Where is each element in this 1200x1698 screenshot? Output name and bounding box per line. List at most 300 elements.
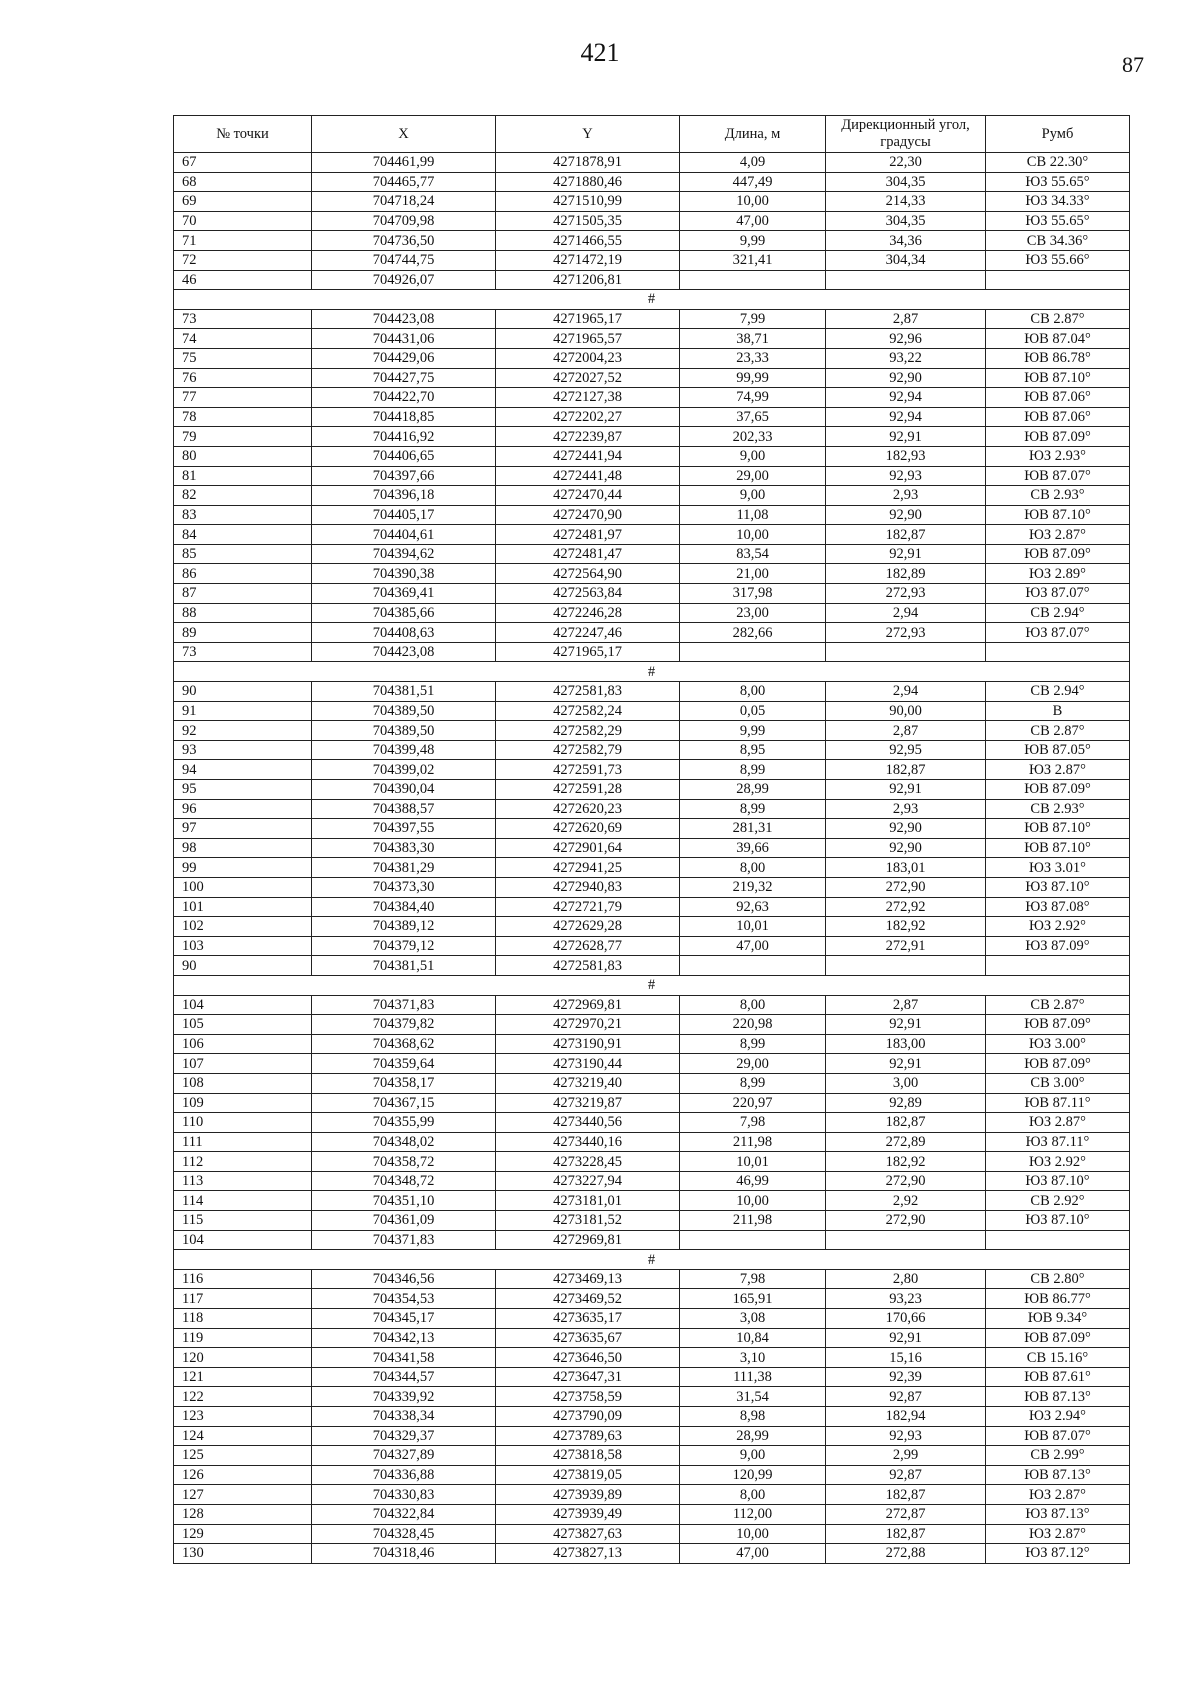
cell-length: 47,00: [680, 1544, 826, 1564]
cell-point-number: 122: [174, 1387, 312, 1407]
cell-length: 29,00: [680, 466, 826, 486]
table-row: [174, 1211, 1130, 1231]
cell-direction-angle: 15,16: [826, 1348, 986, 1368]
cell-x: 704394,62: [312, 544, 496, 564]
table-row: [174, 1230, 1130, 1250]
header-length: Длина, м: [680, 116, 826, 153]
cell-rhumb: ЮВ 87.10°: [986, 838, 1130, 858]
cell-direction-angle: 92,91: [826, 780, 986, 800]
cell-point-number: 104: [174, 1230, 312, 1250]
cell-rhumb: ЮВ 87.09°: [986, 544, 1130, 564]
cell-x: 704399,02: [312, 760, 496, 780]
cell-rhumb: ЮЗ 34.33°: [986, 192, 1130, 212]
cell-y: 4272591,28: [496, 780, 680, 800]
table-row: [174, 1152, 1130, 1172]
cell-direction-angle: 92,90: [826, 368, 986, 388]
cell-y: 4273819,05: [496, 1465, 680, 1485]
cell-direction-angle: 182,87: [826, 525, 986, 545]
cell-y: 4273818,58: [496, 1446, 680, 1466]
table-row: [174, 1093, 1130, 1113]
cell-point-number: 106: [174, 1034, 312, 1054]
cell-direction-angle: 2,87: [826, 721, 986, 741]
cell-x: 704371,83: [312, 1230, 496, 1250]
cell-y: 4273939,49: [496, 1504, 680, 1524]
cell-point-number: 105: [174, 1015, 312, 1035]
cell-y: 4272563,84: [496, 584, 680, 604]
cell-length: 8,99: [680, 1073, 826, 1093]
cell-direction-angle: 92,93: [826, 466, 986, 486]
cell-direction-angle: 92,90: [826, 505, 986, 525]
cell-y: 4272969,81: [496, 1230, 680, 1250]
table-row: [174, 1289, 1130, 1309]
cell-x: 704368,62: [312, 1034, 496, 1054]
cell-rhumb: СВ 34.36°: [986, 231, 1130, 251]
separator-mark: #: [174, 975, 1130, 995]
table-row: [174, 1407, 1130, 1427]
cell-y: 4272970,21: [496, 1015, 680, 1035]
cell-y: 4272969,81: [496, 995, 680, 1015]
table-row: [174, 544, 1130, 564]
cell-length: 220,97: [680, 1093, 826, 1113]
cell-y: 4271965,17: [496, 642, 680, 662]
cell-direction-angle: 304,34: [826, 250, 986, 270]
cell-point-number: 81: [174, 466, 312, 486]
table-row: [174, 446, 1130, 466]
table-row: [174, 153, 1130, 173]
cell-length: 321,41: [680, 250, 826, 270]
cell-rhumb: ЮВ 87.05°: [986, 740, 1130, 760]
cell-y: 4272470,90: [496, 505, 680, 525]
cell-y: 4273469,13: [496, 1269, 680, 1289]
cell-length: 10,00: [680, 1524, 826, 1544]
cell-direction-angle: 92,96: [826, 329, 986, 349]
cell-point-number: 73: [174, 309, 312, 329]
table-row: [174, 995, 1130, 1015]
cell-y: 4273646,50: [496, 1348, 680, 1368]
table-row: [174, 270, 1130, 290]
cell-length: 10,00: [680, 192, 826, 212]
cell-point-number: 74: [174, 329, 312, 349]
cell-length: 74,99: [680, 388, 826, 408]
cell-y: 4273790,09: [496, 1407, 680, 1427]
cell-point-number: 69: [174, 192, 312, 212]
table-row: [174, 760, 1130, 780]
cell-x: 704358,72: [312, 1152, 496, 1172]
cell-point-number: 114: [174, 1191, 312, 1211]
cell-y: 4273469,52: [496, 1289, 680, 1309]
table-row: [174, 1446, 1130, 1466]
cell-x: 704422,70: [312, 388, 496, 408]
cell-rhumb: СВ 2.94°: [986, 603, 1130, 623]
cell-point-number: 86: [174, 564, 312, 584]
cell-direction-angle: 2,94: [826, 603, 986, 623]
cell-point-number: 79: [174, 427, 312, 447]
cell-direction-angle: 2,87: [826, 995, 986, 1015]
table-row: [174, 250, 1130, 270]
cell-y: 4271206,81: [496, 270, 680, 290]
table-row: [174, 388, 1130, 408]
cell-direction-angle: 92,91: [826, 427, 986, 447]
cell-y: 4272202,27: [496, 407, 680, 427]
cell-y: 4272239,87: [496, 427, 680, 447]
cell-y: 4272628,77: [496, 936, 680, 956]
table-row: [174, 1426, 1130, 1446]
cell-x: 704399,48: [312, 740, 496, 760]
cell-point-number: 78: [174, 407, 312, 427]
cell-y: 4272246,28: [496, 603, 680, 623]
cell-direction-angle: 182,87: [826, 1113, 986, 1133]
table-row: [174, 1015, 1130, 1035]
cell-direction-angle: 92,95: [826, 740, 986, 760]
cell-length: 120,99: [680, 1465, 826, 1485]
table-row: [174, 721, 1130, 741]
cell-x: 704379,82: [312, 1015, 496, 1035]
cell-x: 704405,17: [312, 505, 496, 525]
cell-length: 92,63: [680, 897, 826, 917]
cell-direction-angle: 182,92: [826, 917, 986, 937]
cell-rhumb: [986, 270, 1130, 290]
cell-rhumb: ЮВ 87.09°: [986, 1054, 1130, 1074]
cell-rhumb: ЮЗ 87.08°: [986, 897, 1130, 917]
cell-x: 704397,55: [312, 819, 496, 839]
cell-x: 704404,61: [312, 525, 496, 545]
cell-point-number: 112: [174, 1152, 312, 1172]
cell-length: 9,99: [680, 231, 826, 251]
cell-direction-angle: 34,36: [826, 231, 986, 251]
cell-direction-angle: 183,00: [826, 1034, 986, 1054]
table-row: [174, 505, 1130, 525]
table-row: [174, 740, 1130, 760]
cell-y: 4273227,94: [496, 1171, 680, 1191]
cell-rhumb: СВ 2.94°: [986, 682, 1130, 702]
cell-x: 704354,53: [312, 1289, 496, 1309]
cell-rhumb: ЮЗ 87.10°: [986, 1211, 1130, 1231]
cell-x: 704736,50: [312, 231, 496, 251]
cell-length: 202,33: [680, 427, 826, 447]
cell-length: 8,00: [680, 682, 826, 702]
cell-rhumb: ЮВ 9.34°: [986, 1309, 1130, 1329]
cell-rhumb: СВ 3.00°: [986, 1073, 1130, 1093]
cell-length: 112,00: [680, 1504, 826, 1524]
cell-direction-angle: 92,87: [826, 1465, 986, 1485]
cell-x: 704388,57: [312, 799, 496, 819]
separator-row: [174, 975, 1130, 995]
table-row: [174, 1132, 1130, 1152]
cell-direction-angle: 92,87: [826, 1387, 986, 1407]
cell-rhumb: ЮЗ 87.09°: [986, 936, 1130, 956]
cell-point-number: 73: [174, 642, 312, 662]
cell-y: 4272620,69: [496, 819, 680, 839]
cell-rhumb: ЮВ 87.10°: [986, 368, 1130, 388]
cell-point-number: 77: [174, 388, 312, 408]
cell-x: 704381,51: [312, 682, 496, 702]
table-row: [174, 1191, 1130, 1211]
cell-length: 10,00: [680, 525, 826, 545]
cell-length: 8,00: [680, 1485, 826, 1505]
cell-point-number: 116: [174, 1269, 312, 1289]
cell-x: 704709,98: [312, 211, 496, 231]
cell-rhumb: ЮВ 87.09°: [986, 427, 1130, 447]
cell-direction-angle: [826, 642, 986, 662]
cell-y: 4272591,73: [496, 760, 680, 780]
cell-length: 211,98: [680, 1211, 826, 1231]
cell-y: 4271510,99: [496, 192, 680, 212]
cell-direction-angle: 92,94: [826, 407, 986, 427]
cell-x: 704342,13: [312, 1328, 496, 1348]
cell-length: 31,54: [680, 1387, 826, 1407]
cell-x: 704465,77: [312, 172, 496, 192]
cell-length: 0,05: [680, 701, 826, 721]
cell-x: 704389,50: [312, 701, 496, 721]
cell-rhumb: ЮЗ 87.10°: [986, 1171, 1130, 1191]
cell-x: 704341,58: [312, 1348, 496, 1368]
cell-y: 4271965,17: [496, 309, 680, 329]
cell-y: 4272027,52: [496, 368, 680, 388]
cell-y: 4271505,35: [496, 211, 680, 231]
cell-length: 38,71: [680, 329, 826, 349]
cell-length: 282,66: [680, 623, 826, 643]
cell-y: 4273635,17: [496, 1309, 680, 1329]
cell-rhumb: ЮВ 87.04°: [986, 329, 1130, 349]
table-row: [174, 564, 1130, 584]
cell-point-number: 94: [174, 760, 312, 780]
cell-y: 4272901,64: [496, 838, 680, 858]
cell-x: 704330,83: [312, 1485, 496, 1505]
cell-x: 704383,30: [312, 838, 496, 858]
cell-length: 3,10: [680, 1348, 826, 1368]
cell-direction-angle: 2,99: [826, 1446, 986, 1466]
cell-rhumb: СВ 15.16°: [986, 1348, 1130, 1368]
cell-point-number: 103: [174, 936, 312, 956]
cell-rhumb: ЮЗ 87.07°: [986, 584, 1130, 604]
cell-x: 704379,12: [312, 936, 496, 956]
cell-length: 8,98: [680, 1407, 826, 1427]
cell-direction-angle: 182,87: [826, 1524, 986, 1544]
cell-point-number: 128: [174, 1504, 312, 1524]
cell-point-number: 121: [174, 1367, 312, 1387]
table-row: [174, 466, 1130, 486]
cell-x: 704397,66: [312, 466, 496, 486]
cell-rhumb: СВ 2.87°: [986, 995, 1130, 1015]
separator-mark: #: [174, 290, 1130, 310]
cell-x: 704926,07: [312, 270, 496, 290]
cell-rhumb: ЮЗ 2.94°: [986, 1407, 1130, 1427]
cell-length: 8,99: [680, 760, 826, 780]
cell-rhumb: ЮЗ 55.66°: [986, 250, 1130, 270]
cell-length: 9,00: [680, 446, 826, 466]
cell-direction-angle: 272,93: [826, 623, 986, 643]
cell-direction-angle: 183,01: [826, 858, 986, 878]
cell-y: 4272481,97: [496, 525, 680, 545]
cell-point-number: 100: [174, 877, 312, 897]
cell-rhumb: В: [986, 701, 1130, 721]
cell-x: 704431,06: [312, 329, 496, 349]
cell-y: 4273181,01: [496, 1191, 680, 1211]
cell-direction-angle: 2,80: [826, 1269, 986, 1289]
cell-length: 23,00: [680, 603, 826, 623]
cell-point-number: 120: [174, 1348, 312, 1368]
cell-point-number: 90: [174, 956, 312, 976]
cell-point-number: 107: [174, 1054, 312, 1074]
cell-y: 4273440,16: [496, 1132, 680, 1152]
cell-direction-angle: 22,30: [826, 153, 986, 173]
table-row: [174, 329, 1130, 349]
cell-y: 4273440,56: [496, 1113, 680, 1133]
cell-point-number: 82: [174, 486, 312, 506]
cell-point-number: 99: [174, 858, 312, 878]
cell-rhumb: ЮЗ 2.92°: [986, 1152, 1130, 1172]
cell-direction-angle: 93,22: [826, 348, 986, 368]
table-row: [174, 603, 1130, 623]
table-row: [174, 1465, 1130, 1485]
cell-x: 704351,10: [312, 1191, 496, 1211]
cell-x: 704384,40: [312, 897, 496, 917]
cell-direction-angle: 304,35: [826, 172, 986, 192]
cell-x: 704381,29: [312, 858, 496, 878]
cell-y: 4273190,91: [496, 1034, 680, 1054]
cell-rhumb: СВ 2.93°: [986, 799, 1130, 819]
cell-length: 281,31: [680, 819, 826, 839]
header-point-number: № точки: [174, 116, 312, 153]
cell-direction-angle: 3,00: [826, 1073, 986, 1093]
cell-y: 4272629,28: [496, 917, 680, 937]
table-row: [174, 819, 1130, 839]
cell-x: 704369,41: [312, 584, 496, 604]
cell-length: 8,99: [680, 1034, 826, 1054]
cell-direction-angle: 272,91: [826, 936, 986, 956]
cell-y: 4272620,23: [496, 799, 680, 819]
cell-y: 4272941,25: [496, 858, 680, 878]
cell-x: 704339,92: [312, 1387, 496, 1407]
cell-y: 4272582,79: [496, 740, 680, 760]
cell-rhumb: ЮЗ 2.87°: [986, 525, 1130, 545]
cell-rhumb: ЮВ 87.10°: [986, 819, 1130, 839]
cell-length: 317,98: [680, 584, 826, 604]
table-row: [174, 1269, 1130, 1289]
cell-rhumb: СВ 22.30°: [986, 153, 1130, 173]
cell-point-number: 91: [174, 701, 312, 721]
cell-point-number: 126: [174, 1465, 312, 1485]
cell-rhumb: ЮЗ 2.93°: [986, 446, 1130, 466]
cell-rhumb: ЮЗ 2.87°: [986, 760, 1130, 780]
cell-point-number: 101: [174, 897, 312, 917]
separator-row: [174, 290, 1130, 310]
table-row: [174, 1367, 1130, 1387]
cell-point-number: 85: [174, 544, 312, 564]
cell-direction-angle: 93,23: [826, 1289, 986, 1309]
cell-rhumb: ЮВ 87.06°: [986, 388, 1130, 408]
cell-point-number: 75: [174, 348, 312, 368]
cell-direction-angle: 92,91: [826, 544, 986, 564]
cell-y: 4272721,79: [496, 897, 680, 917]
table-row: [174, 838, 1130, 858]
cell-rhumb: ЮЗ 87.07°: [986, 623, 1130, 643]
cell-rhumb: СВ 2.80°: [986, 1269, 1130, 1289]
table-row: [174, 368, 1130, 388]
table-row: [174, 427, 1130, 447]
header-y: Y: [496, 116, 680, 153]
cell-rhumb: ЮЗ 2.87°: [986, 1113, 1130, 1133]
cell-direction-angle: 182,87: [826, 760, 986, 780]
cell-y: 4273219,87: [496, 1093, 680, 1113]
cell-direction-angle: 304,35: [826, 211, 986, 231]
cell-direction-angle: 92,39: [826, 1367, 986, 1387]
cell-direction-angle: 2,93: [826, 799, 986, 819]
cell-direction-angle: 92,91: [826, 1328, 986, 1348]
cell-rhumb: ЮВ 87.13°: [986, 1387, 1130, 1407]
cell-rhumb: ЮЗ 55.65°: [986, 172, 1130, 192]
table-row: [174, 877, 1130, 897]
cell-length: 99,99: [680, 368, 826, 388]
cell-rhumb: ЮВ 87.09°: [986, 1328, 1130, 1348]
cell-length: 8,00: [680, 995, 826, 1015]
cell-direction-angle: 90,00: [826, 701, 986, 721]
cell-point-number: 110: [174, 1113, 312, 1133]
coordinates-table: [173, 115, 1130, 1564]
cell-length: 10,84: [680, 1328, 826, 1348]
cell-point-number: 96: [174, 799, 312, 819]
cell-length: 8,95: [680, 740, 826, 760]
cell-x: 704418,85: [312, 407, 496, 427]
cell-x: 704371,83: [312, 995, 496, 1015]
cell-y: 4272441,48: [496, 466, 680, 486]
cell-length: 8,00: [680, 858, 826, 878]
table-row: [174, 348, 1130, 368]
cell-y: 4271472,19: [496, 250, 680, 270]
cell-rhumb: ЮЗ 2.89°: [986, 564, 1130, 584]
cell-point-number: 111: [174, 1132, 312, 1152]
cell-point-number: 98: [174, 838, 312, 858]
cell-x: 704345,17: [312, 1309, 496, 1329]
cell-length: 10,01: [680, 917, 826, 937]
cell-x: 704744,75: [312, 250, 496, 270]
cell-y: 4272127,38: [496, 388, 680, 408]
table-row: [174, 623, 1130, 643]
cell-x: 704336,88: [312, 1465, 496, 1485]
cell-direction-angle: 272,87: [826, 1504, 986, 1524]
cell-direction-angle: 272,90: [826, 877, 986, 897]
cell-rhumb: ЮВ 87.09°: [986, 1015, 1130, 1035]
cell-y: 4272441,94: [496, 446, 680, 466]
cell-x: 704348,72: [312, 1171, 496, 1191]
cell-y: 4273181,52: [496, 1211, 680, 1231]
page-number-right: 87: [1122, 52, 1144, 77]
cell-direction-angle: 2,93: [826, 486, 986, 506]
cell-y: 4271466,55: [496, 231, 680, 251]
cell-length: [680, 642, 826, 662]
cell-x: 704344,57: [312, 1367, 496, 1387]
cell-rhumb: ЮВ 87.61°: [986, 1367, 1130, 1387]
cell-direction-angle: 272,90: [826, 1211, 986, 1231]
cell-point-number: 123: [174, 1407, 312, 1427]
cell-point-number: 46: [174, 270, 312, 290]
cell-rhumb: [986, 642, 1130, 662]
cell-y: 4272582,29: [496, 721, 680, 741]
cell-x: 704361,09: [312, 1211, 496, 1231]
cell-length: 47,00: [680, 936, 826, 956]
cell-y: 4273190,44: [496, 1054, 680, 1074]
cell-direction-angle: 272,92: [826, 897, 986, 917]
cell-point-number: 83: [174, 505, 312, 525]
cell-point-number: 87: [174, 584, 312, 604]
table-row: [174, 701, 1130, 721]
table-row: [174, 407, 1130, 427]
cell-x: 704390,04: [312, 780, 496, 800]
cell-rhumb: СВ 2.99°: [986, 1446, 1130, 1466]
cell-x: 704408,63: [312, 623, 496, 643]
cell-rhumb: ЮВ 87.07°: [986, 466, 1130, 486]
cell-x: 704389,50: [312, 721, 496, 741]
